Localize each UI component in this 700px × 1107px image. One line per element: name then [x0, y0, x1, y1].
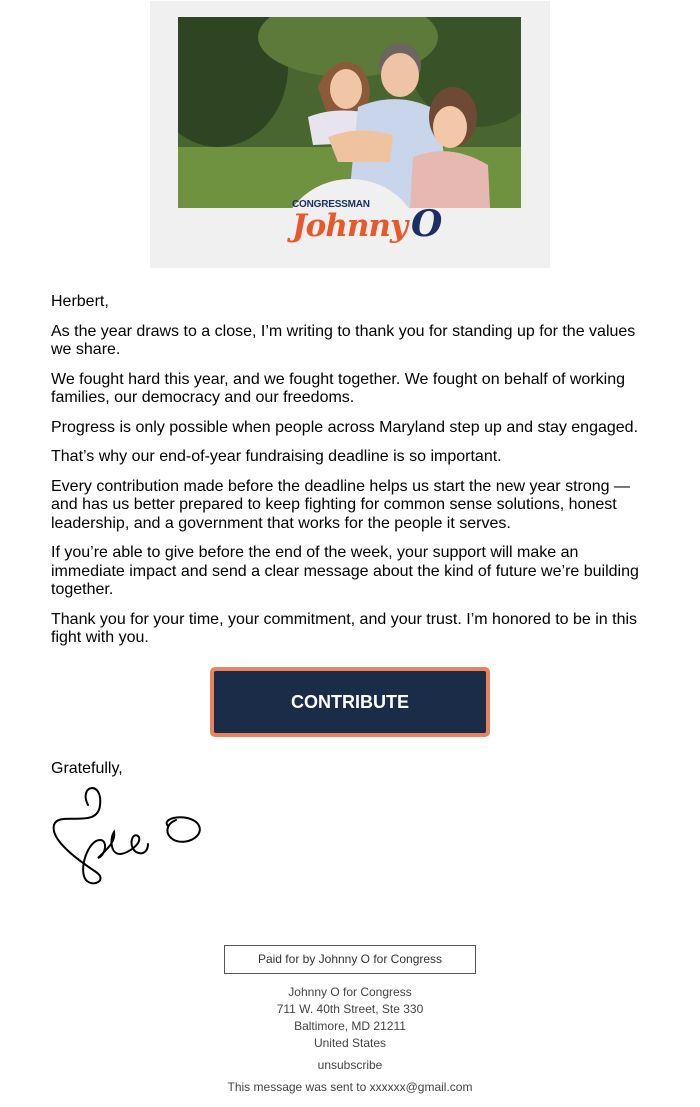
paid-for-disclaimer: Paid for by Johnny O for Congress	[224, 945, 476, 974]
logo-congressman-text: CONGRESSMAN	[292, 199, 370, 210]
unsubscribe-link[interactable]: unsubscribe	[317, 1058, 383, 1072]
body-paragraph: If you’re able to give before the end of the week, your support will make an immediate impact and send a clear message about the kind of future we’re building together.	[51, 544, 639, 598]
closing-text: Gratefully,	[51, 760, 123, 777]
body-paragraph: As the year draws to a close, I’m writing to thank you for standing up for the values we share.	[51, 322, 636, 358]
email-header	[150, 1, 550, 268]
body-paragraph: That’s why our end-of-year fundraising deadline is so important.	[51, 448, 502, 465]
email-footer	[0, 984, 700, 1096]
signature-scribble	[48, 780, 208, 890]
contribute-button-border	[210, 667, 490, 737]
body-paragraph: We fought hard this year, and we fought together. We fought on behalf of working families, our democracy and our freedoms.	[51, 370, 626, 406]
address-line: 711 W. 40th Street, Ste 330	[276, 1002, 424, 1016]
address-line: Baltimore, MD 21211	[294, 1019, 406, 1033]
campaign-logo	[292, 204, 441, 246]
address-line: Johnny O for Congress	[288, 985, 412, 999]
body-paragraph: Progress is only possible when people across Maryland step up and stay engaged.	[51, 418, 639, 436]
sent-to-prefix: This message was sent to	[227, 1080, 367, 1094]
sent-to-notice	[0, 1079, 700, 1096]
email-body	[51, 293, 649, 659]
body-paragraph: Every contribution made before the deadline helps us start the new year strong — and has us better prepared to keep fighting for common sense solutions, honest leadership, and a government that works for the people it serves.	[51, 477, 630, 532]
signature-image	[48, 780, 208, 895]
greeting: Herbert,	[51, 293, 109, 310]
body-paragraph: Thank you for your time, your commitment, and your trust. I’m honored to be in this fight with you.	[51, 610, 638, 646]
logo-name: Johnny	[292, 208, 407, 244]
logo-initial: O	[410, 203, 442, 245]
address-line: United States	[313, 1036, 387, 1050]
recipient-email: xxxxxx@gmail.com	[369, 1080, 473, 1094]
contribute-button[interactable]: CONTRIBUTE	[214, 671, 486, 733]
